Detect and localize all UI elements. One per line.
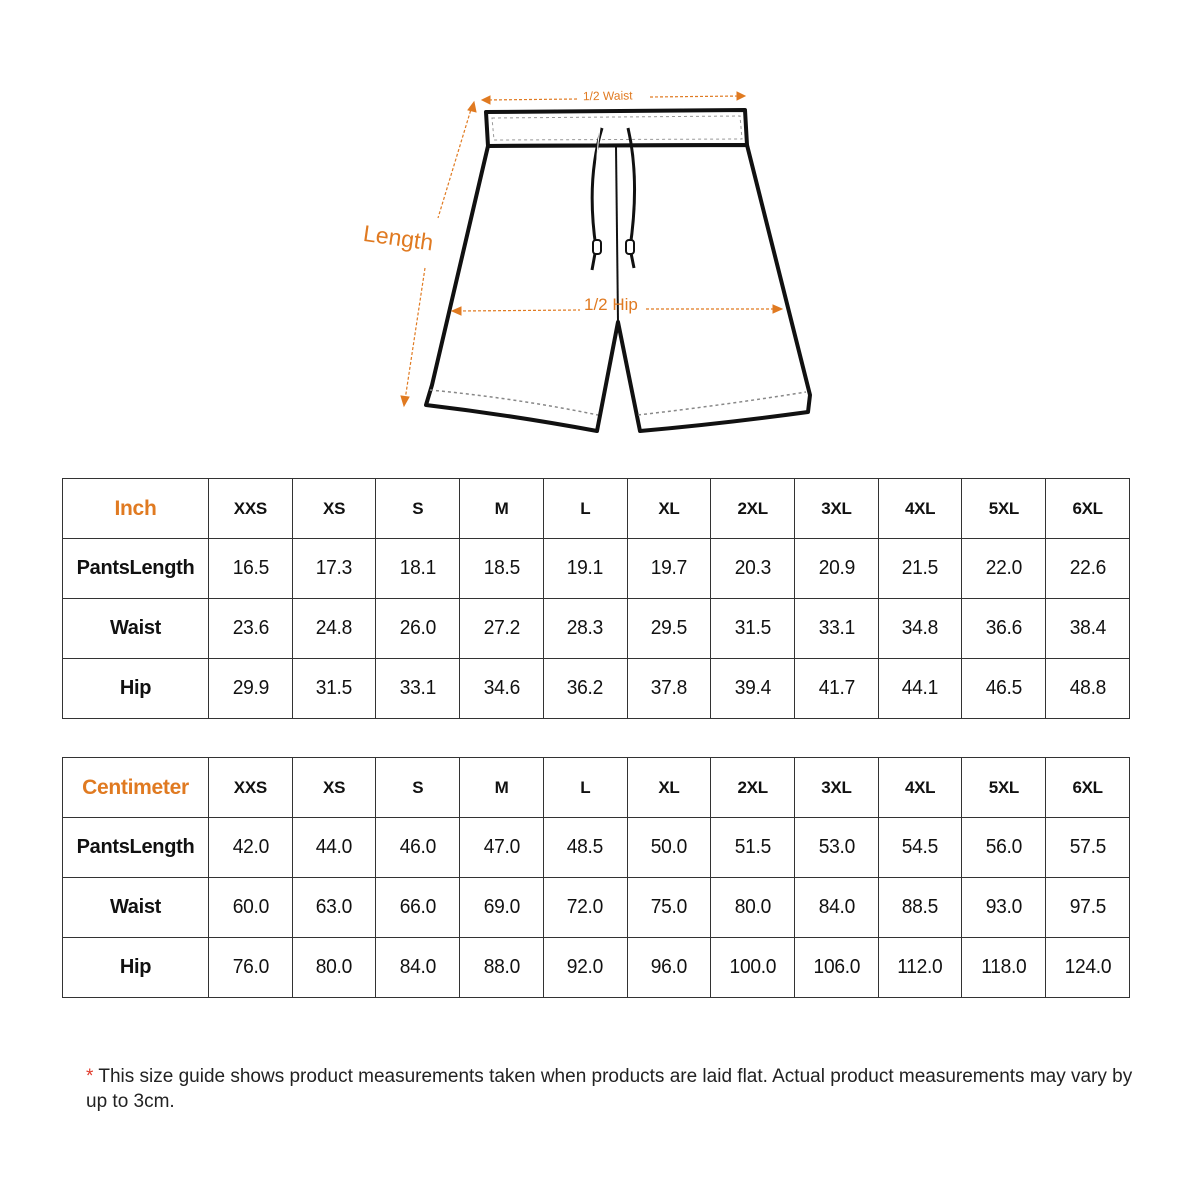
table-cell: 51.5 bbox=[712, 818, 792, 878]
table-cell: 97.5 bbox=[1047, 878, 1127, 938]
size-header: 3XL bbox=[795, 758, 879, 818]
table-cell: 41.7 bbox=[796, 659, 876, 719]
row-label: Hip bbox=[63, 938, 209, 998]
table-cell: 20.9 bbox=[796, 539, 876, 599]
table-cell: 53.0 bbox=[796, 818, 876, 878]
size-header: 6XL bbox=[1046, 758, 1130, 818]
table-cell: 18.5 bbox=[461, 539, 541, 599]
size-header: S bbox=[376, 758, 460, 818]
table-cell: 19.7 bbox=[629, 539, 709, 599]
size-header: 4XL bbox=[878, 758, 962, 818]
size-header: 5XL bbox=[962, 479, 1046, 539]
shorts-illustration bbox=[426, 110, 810, 431]
table-cell: 22.0 bbox=[964, 539, 1044, 599]
table-cell: 27.2 bbox=[461, 599, 541, 659]
table-cell: 96.0 bbox=[629, 938, 709, 998]
size-header: XL bbox=[627, 479, 711, 539]
table-cell: 22.6 bbox=[1047, 539, 1127, 599]
row-label: Hip bbox=[63, 659, 209, 719]
table-cell: 48.8 bbox=[1047, 659, 1127, 719]
table-cell: 106.0 bbox=[796, 938, 876, 998]
table-cell: 16.5 bbox=[210, 539, 290, 599]
table-cell: 48.5 bbox=[545, 818, 625, 878]
table-cell: 93.0 bbox=[964, 878, 1044, 938]
table-cell: 18.1 bbox=[378, 539, 458, 599]
table-cell: 44.1 bbox=[880, 659, 960, 719]
table-cell: 26.0 bbox=[378, 599, 458, 659]
table-cell: 33.1 bbox=[378, 659, 458, 719]
hip-label: 1/2 Hip bbox=[584, 295, 638, 314]
table-cell: 80.0 bbox=[712, 878, 792, 938]
table-cell: 36.2 bbox=[545, 659, 625, 719]
size-header: XS bbox=[292, 479, 376, 539]
row-label: Waist bbox=[63, 878, 209, 938]
size-header: L bbox=[543, 758, 627, 818]
table-cell: 124.0 bbox=[1047, 938, 1127, 998]
table-cell: 76.0 bbox=[210, 938, 290, 998]
table-cell: 46.5 bbox=[964, 659, 1044, 719]
table-row bbox=[63, 599, 1130, 659]
unit-label-centimeter: Centimeter bbox=[63, 758, 209, 818]
table-cell: 84.0 bbox=[796, 878, 876, 938]
size-header: 2XL bbox=[711, 479, 795, 539]
size-header: M bbox=[460, 758, 544, 818]
table-cell: 29.5 bbox=[629, 599, 709, 659]
table-cell: 56.0 bbox=[964, 818, 1044, 878]
size-header: S bbox=[376, 479, 460, 539]
table-row bbox=[63, 659, 1130, 719]
table-cell: 46.0 bbox=[378, 818, 458, 878]
table-header-row bbox=[63, 758, 1130, 818]
row-label: PantsLength bbox=[63, 818, 209, 878]
table-cell: 72.0 bbox=[545, 878, 625, 938]
table-cell: 60.0 bbox=[210, 878, 290, 938]
size-header: M bbox=[460, 479, 544, 539]
size-header: 4XL bbox=[878, 479, 962, 539]
size-header: XXS bbox=[209, 758, 293, 818]
table-cell: 28.3 bbox=[545, 599, 625, 659]
size-header: XS bbox=[292, 758, 376, 818]
table-cell: 47.0 bbox=[461, 818, 541, 878]
footnote-text: This size guide shows product measurements taken when products are laid flat. Actual product measurements may vary by up to 3cm. bbox=[86, 1066, 1133, 1112]
table-cell: 100.0 bbox=[712, 938, 792, 998]
size-header: L bbox=[543, 479, 627, 539]
table-cell: 34.8 bbox=[880, 599, 960, 659]
waist-label: 1/2 Waist bbox=[582, 88, 633, 104]
table-row bbox=[63, 539, 1130, 599]
table-cell: 92.0 bbox=[545, 938, 625, 998]
table-cell: 21.5 bbox=[880, 539, 960, 599]
table-cell: 69.0 bbox=[461, 878, 541, 938]
table-cell: 75.0 bbox=[629, 878, 709, 938]
table-cell: 36.6 bbox=[964, 599, 1044, 659]
table-cell: 66.0 bbox=[378, 878, 458, 938]
size-header: 6XL bbox=[1046, 479, 1130, 539]
footnote-asterisk: * bbox=[86, 1066, 94, 1087]
table-cell: 23.6 bbox=[210, 599, 290, 659]
table-cell: 24.8 bbox=[294, 599, 374, 659]
table-header-row bbox=[63, 479, 1130, 539]
table-cell: 29.9 bbox=[210, 659, 290, 719]
inch-size-table bbox=[62, 478, 1130, 719]
size-header: 3XL bbox=[795, 479, 879, 539]
table-cell: 34.6 bbox=[461, 659, 541, 719]
table-cell: 63.0 bbox=[294, 878, 374, 938]
table-cell: 20.3 bbox=[712, 539, 792, 599]
table-cell: 80.0 bbox=[294, 938, 374, 998]
table-cell: 42.0 bbox=[210, 818, 290, 878]
table-cell: 31.5 bbox=[712, 599, 792, 659]
size-header: 2XL bbox=[711, 758, 795, 818]
table-cell: 33.1 bbox=[796, 599, 876, 659]
table-cell: 88.0 bbox=[461, 938, 541, 998]
table-row bbox=[63, 878, 1130, 938]
unit-label-inch: Inch bbox=[63, 479, 209, 539]
length-label: Length bbox=[361, 219, 435, 256]
table-cell: 112.0 bbox=[880, 938, 960, 998]
table-cell: 57.5 bbox=[1047, 818, 1127, 878]
row-label: PantsLength bbox=[63, 539, 209, 599]
size-header: XXS bbox=[209, 479, 293, 539]
table-cell: 31.5 bbox=[294, 659, 374, 719]
table-cell: 37.8 bbox=[629, 659, 709, 719]
table-cell: 19.1 bbox=[545, 539, 625, 599]
table-cell: 39.4 bbox=[712, 659, 792, 719]
table-cell: 84.0 bbox=[378, 938, 458, 998]
table-cell: 38.4 bbox=[1047, 599, 1127, 659]
footnote bbox=[86, 1064, 1136, 1114]
centimeter-size-table bbox=[62, 757, 1130, 998]
table-cell: 118.0 bbox=[964, 938, 1044, 998]
table-cell: 17.3 bbox=[294, 539, 374, 599]
row-label: Waist bbox=[63, 599, 209, 659]
table-row bbox=[63, 938, 1130, 998]
size-header: XL bbox=[627, 758, 711, 818]
table-cell: 88.5 bbox=[880, 878, 960, 938]
table-cell: 50.0 bbox=[629, 818, 709, 878]
size-header: 5XL bbox=[962, 758, 1046, 818]
table-cell: 44.0 bbox=[294, 818, 374, 878]
shorts-diagram bbox=[0, 0, 1200, 460]
table-row bbox=[63, 818, 1130, 878]
table-cell: 54.5 bbox=[880, 818, 960, 878]
